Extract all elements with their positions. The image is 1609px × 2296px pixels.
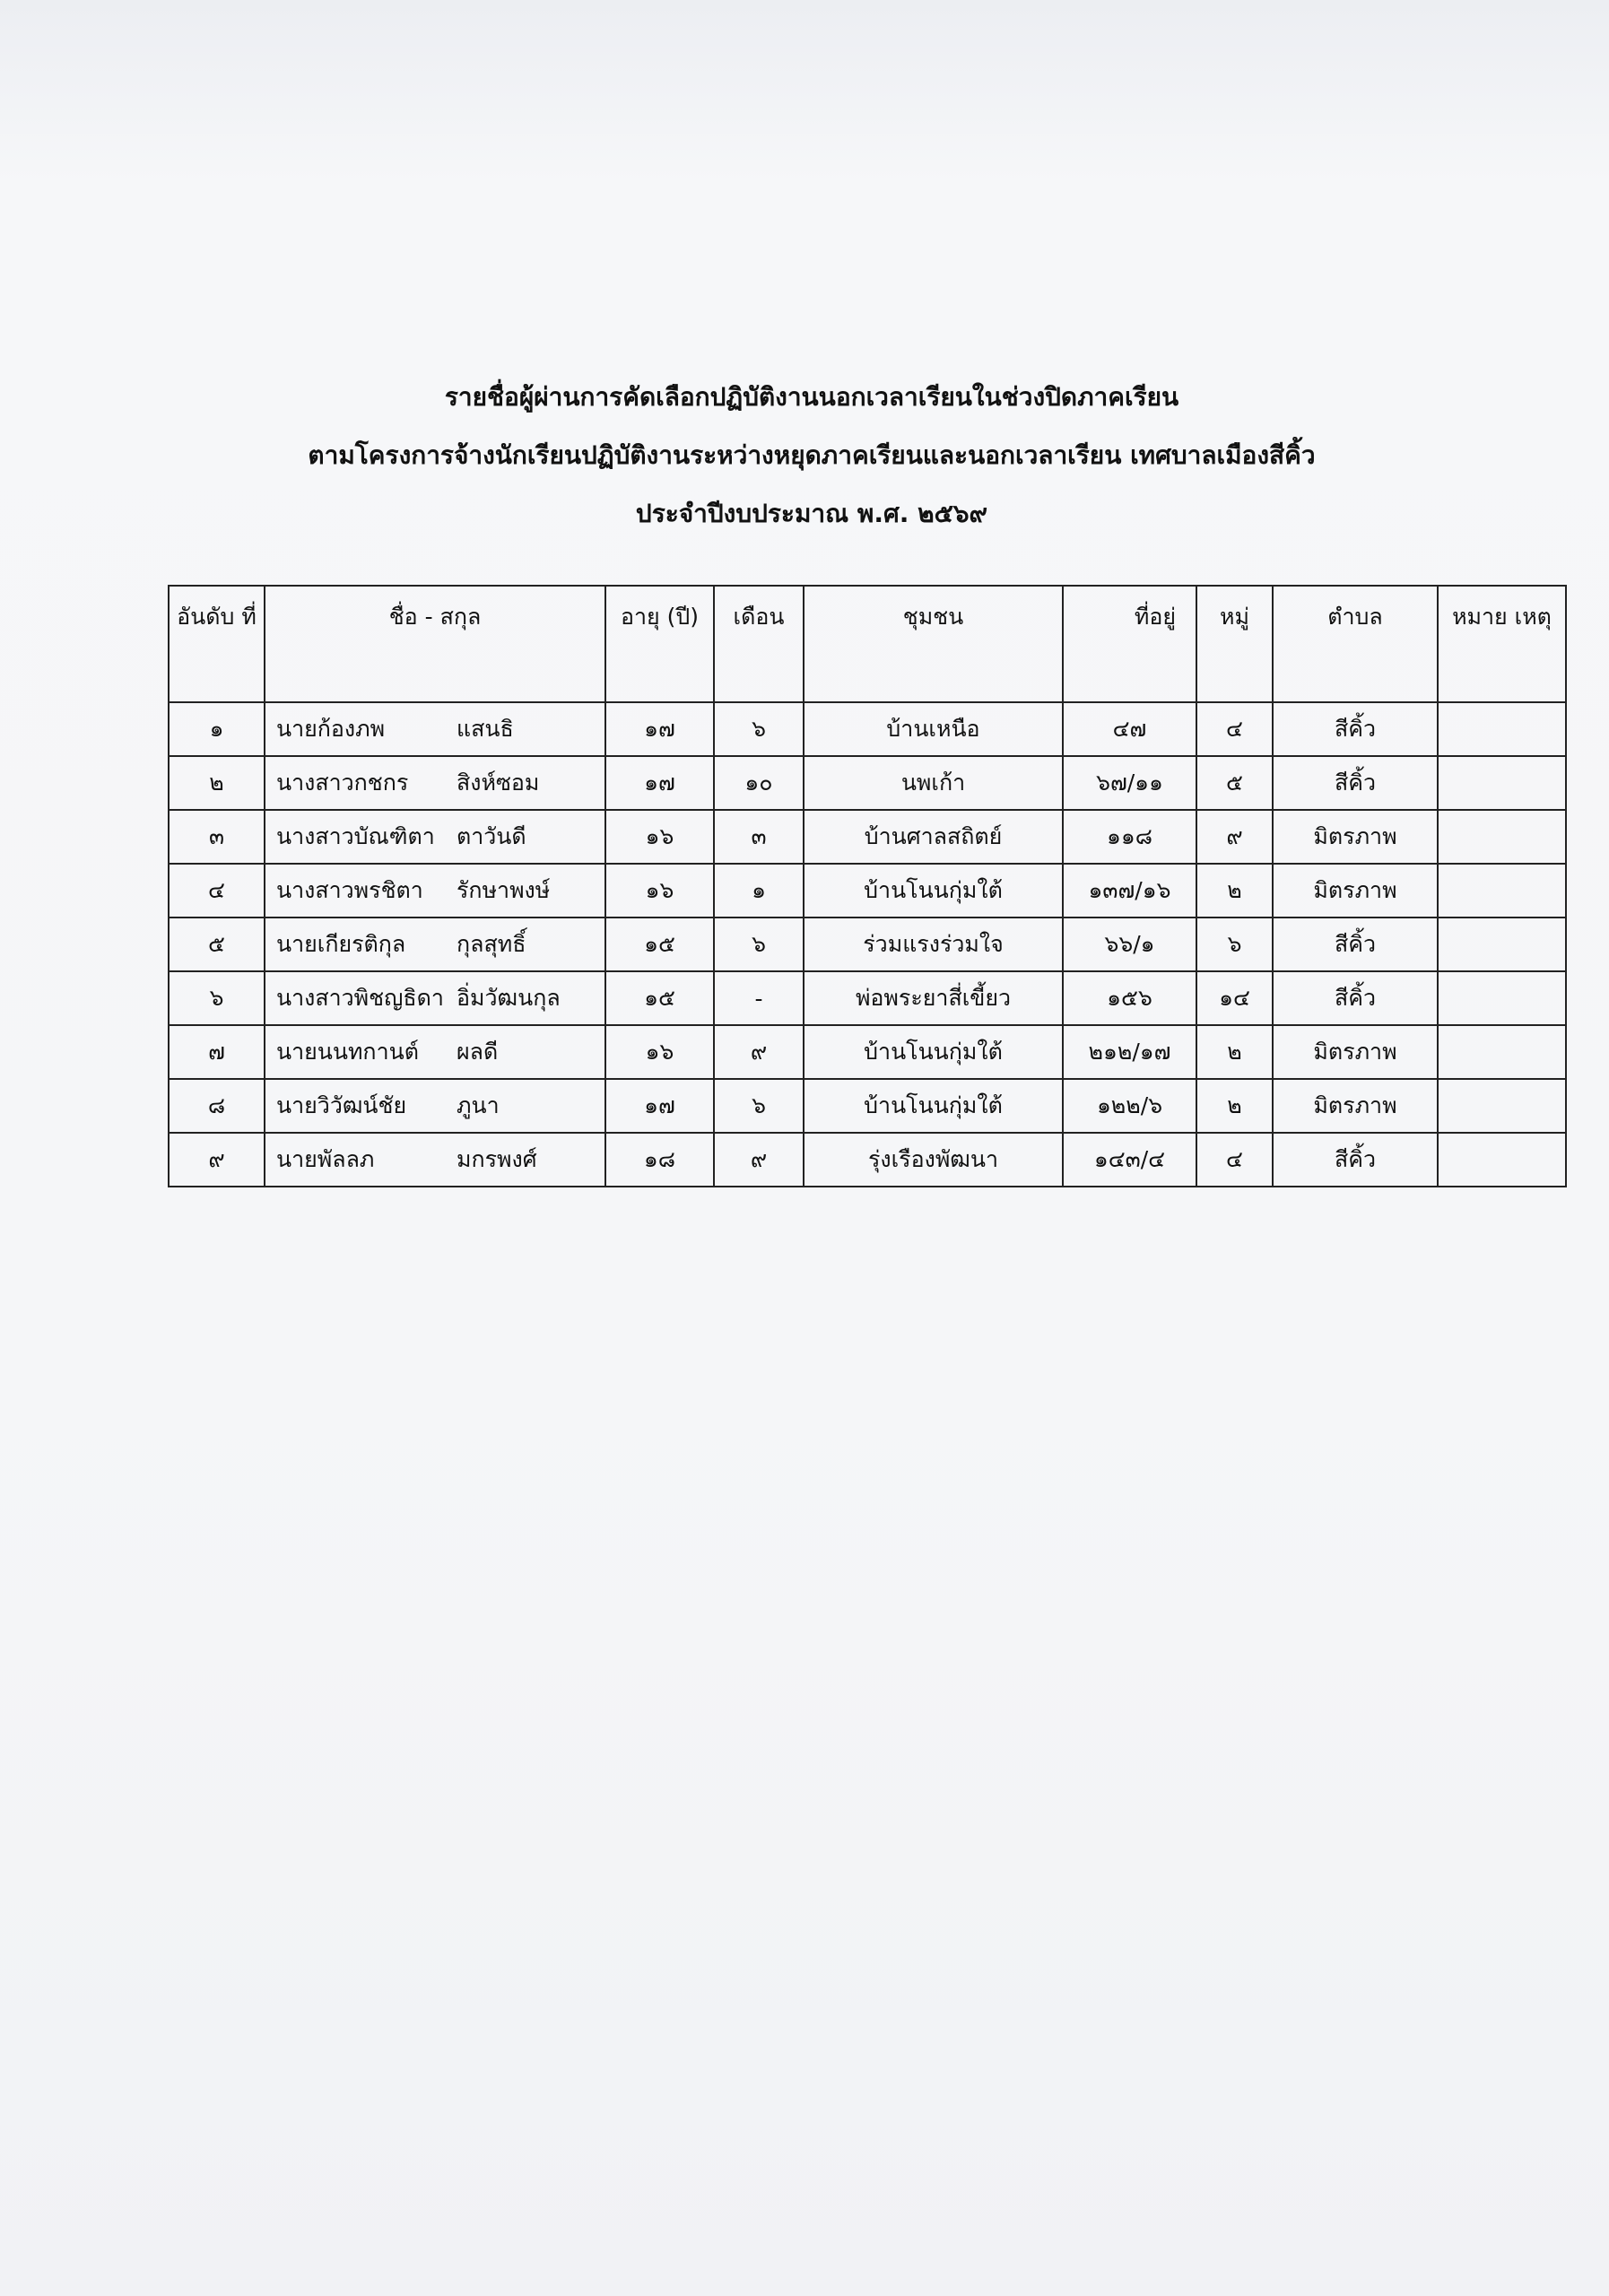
row-address-cell: ๖๗/๑๑ <box>1063 756 1196 810</box>
row-note-cell <box>1438 1133 1566 1187</box>
row-order-cell: ๖ <box>169 971 265 1025</box>
row-name-cell <box>265 1025 605 1079</box>
row-moo-cell: ๔ <box>1196 702 1273 756</box>
row-month-cell: ๖ <box>714 702 804 756</box>
row-age-cell: ๑๘ <box>605 1133 714 1187</box>
row-community-cell: ร่วมแรงร่วมใจ <box>804 918 1063 971</box>
row-name-cell <box>265 971 605 1025</box>
row-tambon-cell: สีคิ้ว <box>1273 971 1438 1025</box>
row-name-cell <box>265 864 605 918</box>
last-name: แสนธิ <box>457 716 514 742</box>
row-name-cell <box>265 756 605 810</box>
table-row <box>169 918 1566 971</box>
header-community: ชุมชน <box>804 586 1063 702</box>
first-name: นางสาวบัณฑิตา <box>276 823 435 849</box>
row-tambon-cell: มิตรภาพ <box>1273 864 1438 918</box>
row-address-cell: ๑๔๓/๔ <box>1063 1133 1196 1187</box>
row-community-cell: บ้านโนนกุ่มใต้ <box>804 864 1063 918</box>
header-tambon: ตำบล <box>1273 586 1438 702</box>
row-tambon-cell: สีคิ้ว <box>1273 1133 1438 1187</box>
row-community-cell: นพเก้า <box>804 756 1063 810</box>
row-community-cell: บ้านโนนกุ่มใต้ <box>804 1025 1063 1079</box>
row-tambon-cell: มิตรภาพ <box>1273 810 1438 864</box>
header-order: อันดับ ที่ <box>169 586 265 702</box>
row-month-cell: ๓ <box>714 810 804 864</box>
row-community-cell: บ้านศาลสถิตย์ <box>804 810 1063 864</box>
table-body <box>169 702 1566 1187</box>
row-name-cell <box>265 918 605 971</box>
roster-table <box>168 585 1567 1187</box>
row-month-cell: ๖ <box>714 918 804 971</box>
row-name-cell <box>265 1079 605 1133</box>
row-name-cell <box>265 810 605 864</box>
row-moo-cell: ๖ <box>1196 918 1273 971</box>
last-name: ตาวันดี <box>457 823 526 849</box>
row-tambon-cell: มิตรภาพ <box>1273 1079 1438 1133</box>
row-age-cell: ๑๕ <box>605 918 714 971</box>
row-tambon-cell: สีคิ้ว <box>1273 756 1438 810</box>
row-address-cell: ๒๑๒/๑๗ <box>1063 1025 1196 1079</box>
row-age-cell: ๑๗ <box>605 1079 714 1133</box>
row-address-cell: ๑๑๘ <box>1063 810 1196 864</box>
row-month-cell: ๑๐ <box>714 756 804 810</box>
table-row <box>169 756 1566 810</box>
row-tambon-cell: มิตรภาพ <box>1273 1025 1438 1079</box>
header-address: ที่อยู่ <box>1063 586 1196 702</box>
row-note-cell <box>1438 864 1566 918</box>
table-row <box>169 971 1566 1025</box>
row-order-cell: ๘ <box>169 1079 265 1133</box>
row-note-cell <box>1438 810 1566 864</box>
row-month-cell: - <box>714 971 804 1025</box>
row-month-cell: ๙ <box>714 1025 804 1079</box>
first-name: นายก้องภพ <box>276 716 386 742</box>
row-age-cell: ๑๗ <box>605 702 714 756</box>
row-age-cell: ๑๖ <box>605 1025 714 1079</box>
table-row <box>169 1079 1566 1133</box>
row-note-cell <box>1438 756 1566 810</box>
last-name: ผลดี <box>457 1039 499 1065</box>
table-row <box>169 1133 1566 1187</box>
row-note-cell <box>1438 702 1566 756</box>
row-tambon-cell: สีคิ้ว <box>1273 702 1438 756</box>
row-community-cell: รุ่งเรืองพัฒนา <box>804 1133 1063 1187</box>
row-month-cell: ๑ <box>714 864 804 918</box>
row-moo-cell: ๒ <box>1196 1025 1273 1079</box>
row-order-cell: ๓ <box>169 810 265 864</box>
last-name: กุลสุทธิ์ <box>457 931 526 957</box>
row-note-cell <box>1438 1079 1566 1133</box>
table-row <box>169 810 1566 864</box>
first-name: นางสาวพรชิตา <box>276 877 423 903</box>
row-age-cell: ๑๕ <box>605 971 714 1025</box>
row-month-cell: ๙ <box>714 1133 804 1187</box>
document-title <box>161 382 1462 529</box>
row-order-cell: ๔ <box>169 864 265 918</box>
header-month: เดือน <box>714 586 804 702</box>
header-moo: หมู่ <box>1196 586 1273 702</box>
first-name: นายเกียรติกุล <box>276 931 406 957</box>
row-community-cell: บ้านเหนือ <box>804 702 1063 756</box>
title-line-3: ประจำปีงบประมาณ พ.ศ. ๒๕๖๙ <box>635 499 988 528</box>
header-note: หมาย เหตุ <box>1438 586 1566 702</box>
first-name: นายวิวัฒน์ชัย <box>276 1092 407 1118</box>
row-address-cell: ๑๒๒/๖ <box>1063 1079 1196 1133</box>
row-moo-cell: ๔ <box>1196 1133 1273 1187</box>
last-name: ภูนา <box>457 1092 500 1118</box>
row-order-cell: ๗ <box>169 1025 265 1079</box>
last-name: มกรพงศ์ <box>457 1146 537 1172</box>
row-name-cell <box>265 1133 605 1187</box>
row-address-cell: ๔๗ <box>1063 702 1196 756</box>
last-name: สิงห์ซอม <box>457 770 540 796</box>
row-order-cell: ๙ <box>169 1133 265 1187</box>
row-age-cell: ๑๖ <box>605 810 714 864</box>
row-community-cell: พ่อพระยาสี่เขี้ยว <box>804 971 1063 1025</box>
row-month-cell: ๖ <box>714 1079 804 1133</box>
table-row <box>169 702 1566 756</box>
table-row <box>169 1025 1566 1079</box>
header-name: ชื่อ - สกุล <box>265 586 605 702</box>
table-header-row <box>169 586 1566 702</box>
first-name: นายนนทกานต์ <box>276 1039 419 1065</box>
last-name: อิ่มวัฒนกุล <box>457 985 561 1011</box>
row-order-cell: ๑ <box>169 702 265 756</box>
title-line-1: รายชื่อผู้ผ่านการคัดเลือกปฏิบัติงานนอกเวลาเรียนในช่วงปิดภาคเรียน <box>444 382 1179 412</box>
row-moo-cell: ๙ <box>1196 810 1273 864</box>
row-community-cell: บ้านโนนกุ่มใต้ <box>804 1079 1063 1133</box>
first-name: นางสาวพิชญธิดา <box>276 985 444 1011</box>
first-name: นางสาวกชกร <box>276 770 409 796</box>
row-address-cell: ๖๖/๑ <box>1063 918 1196 971</box>
row-age-cell: ๑๖ <box>605 864 714 918</box>
row-moo-cell: ๒ <box>1196 864 1273 918</box>
row-note-cell <box>1438 1025 1566 1079</box>
first-name: นายพัลลภ <box>276 1146 375 1172</box>
row-address-cell: ๑๕๖ <box>1063 971 1196 1025</box>
row-moo-cell: ๑๔ <box>1196 971 1273 1025</box>
row-order-cell: ๒ <box>169 756 265 810</box>
row-tambon-cell: สีคิ้ว <box>1273 918 1438 971</box>
row-address-cell: ๑๓๗/๑๖ <box>1063 864 1196 918</box>
row-order-cell: ๕ <box>169 918 265 971</box>
last-name: รักษาพงษ์ <box>457 877 551 903</box>
row-note-cell <box>1438 918 1566 971</box>
row-note-cell <box>1438 971 1566 1025</box>
row-moo-cell: ๕ <box>1196 756 1273 810</box>
row-age-cell: ๑๗ <box>605 756 714 810</box>
row-moo-cell: ๒ <box>1196 1079 1273 1133</box>
row-name-cell <box>265 702 605 756</box>
table-row <box>169 864 1566 918</box>
title-line-2: ตามโครงการจ้างนักเรียนปฏิบัติงานระหว่างหยุดภาคเรียนและนอกเวลาเรียน เทศบาลเมืองสีคิ้ว <box>308 440 1316 470</box>
header-age: อายุ (ปี) <box>605 586 714 702</box>
